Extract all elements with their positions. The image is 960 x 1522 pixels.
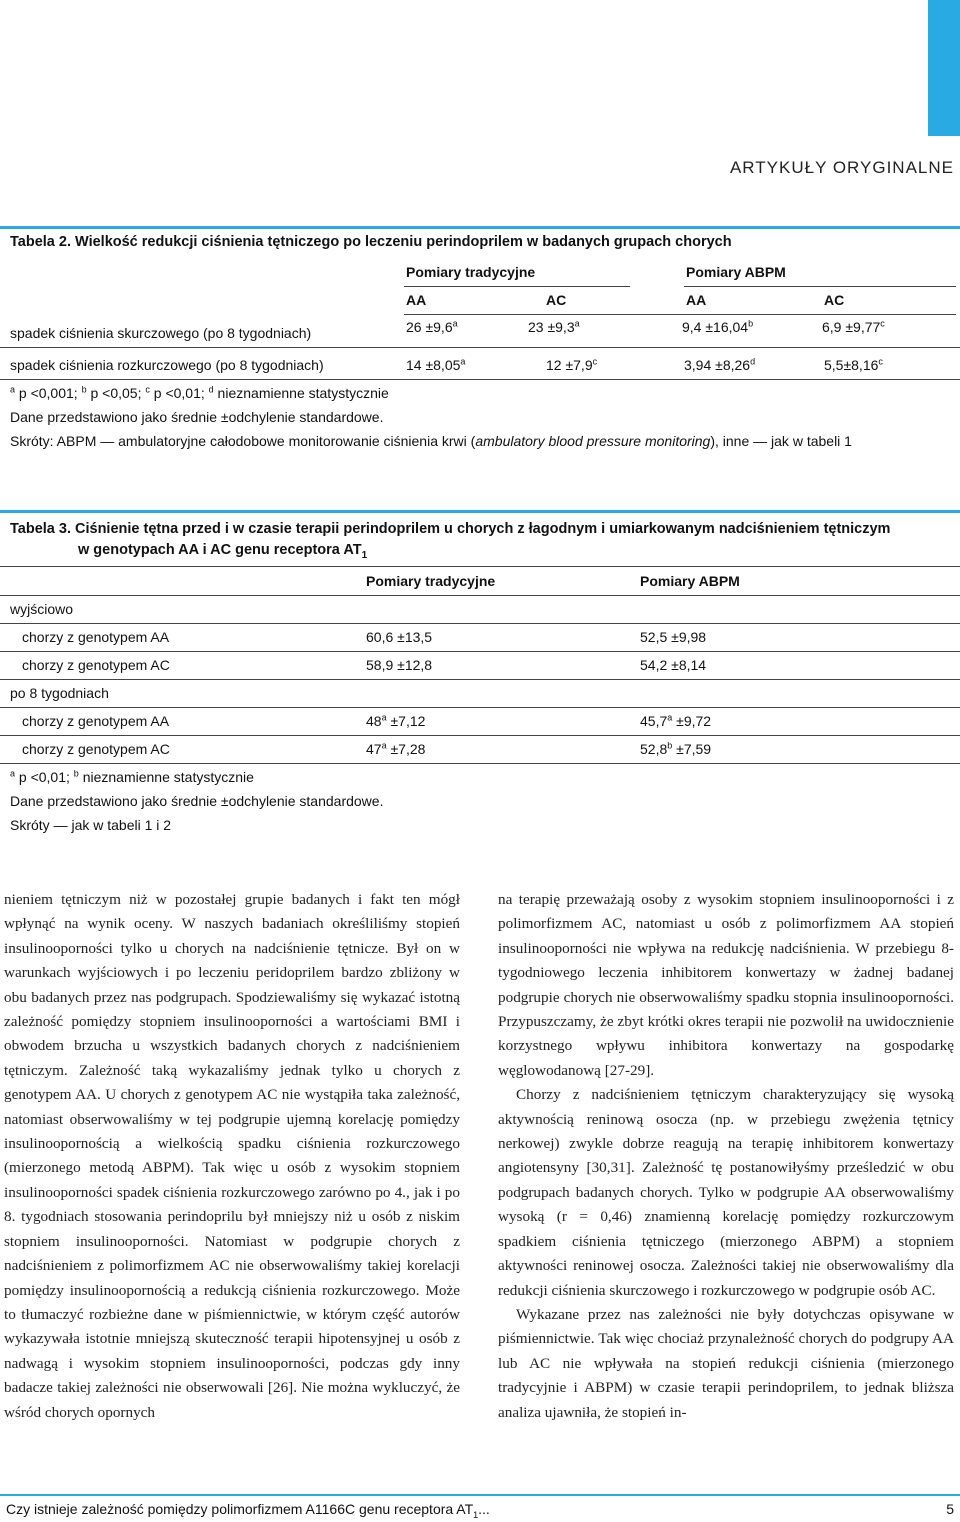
row-rule [0, 651, 960, 652]
paragraph: na terapię przeważają osoby z wysokim stopniem insulinooporności i z polimorfizmem AC, natomiast u osób z polimorfizmem AA stopień insulinooporności nie wpływa na redukcję nadciśnienia. W przebiegu 8-tygodniowego leczenia inhibitorem konwertazy w żadnej badanej podgrupie chorych nie obserwowaliśmy spadku stopnia insulinooporności. Przypuszczamy, że zbyt krótki okres terapii nie pozwolił na uwidocznienie korzystnego wpływu inhibitora konwertazy na gospodarkę węglowodanową [27-29]. [498, 891, 954, 1079]
row-rule [0, 347, 960, 348]
table-cell: 60,6 ±13,5 [366, 629, 433, 645]
col-header-abpm: Pomiary ABPM [640, 573, 740, 589]
table-3-data-note: Dane przedstawiono jako średnie ±odchylenie standardowe. [10, 793, 384, 809]
table-3 [0, 510, 960, 841]
table-2-abbreviations: Skróty: ABPM — ambulatoryjne całodobowe monitorowanie ciśnienia krwi (ambulatory blood pressure monitoring), inne — jak w tabeli 1 [10, 433, 852, 449]
table-cell: 3,94 ±8,26$^d$ [684, 356, 756, 373]
row-label: chorzy z genotypem AA [22, 629, 170, 645]
table-cell: 12 ±7,9$^c$ [546, 356, 598, 373]
table-2-title [10, 234, 732, 250]
table-cell: 54,2 ±8,14 [640, 657, 707, 673]
table-2-significance-note: $^a$ p <0,001; $^b$ p <0,05; $^c$ p <0,01; $^d$ nieznamienne statystycznie [10, 384, 389, 401]
running-footer: Czy istnieje zależność pomiędzy polimorfizmem A1166C genu receptora $AT_1$... [6, 1501, 490, 1520]
table-cell: 23 ±9,3$^a$ [528, 318, 580, 335]
subheader-ac: AC [546, 292, 567, 308]
table-3-significance-note: $^a$ p <0,01; $^b$ nieznamienne statystycznie [10, 768, 254, 785]
table-cell: 9,4 ±16,04$^b$ [682, 318, 754, 335]
subheader-aa: AA [686, 292, 707, 308]
table-cell: 5,5±8,16$^c$ [824, 356, 883, 373]
header-rule [0, 595, 960, 596]
paragraph: nieniem tętniczym niż w pozostałej grupie badanych i fakt ten mógł wpłynąć na wynik oceny. W naszych badaniach określiliśmy stopień insulinooporności tylko u chorych na nadciśnienie tętnicze. Był on w warunkach wyjściowych i po leczeniu peridoprilem bardzo zbliżony w obu badanych przez nas podgrupach. Spodziewaliśmy się wykazać istotną zależność pomiędzy stopniem insulinooporności a wartościami BMI i obwodem brzucha u wszystkich badanych chorych z nadciśnieniem tętniczym. Zależność taką wykazaliśmy jednak tylko u chorych z genotypem AA. U chorych z genotypem AC nie wystąpiła taka zależność, natomiast obserwowaliśmy w tej podgrupie ujemną korelację pomiędzy insulinoopornością a wielkością spadku ciśnienia rozkurczowego (mierzonego metodą ABPM). Tak więc u osób z wysokim stopniem insulinooporności spadek ciśnienia rozkurczowego zarówno po 4., jak i po 8. tygodniach stosowania perindoprilu był mniejszy niż u osób z niskim stopniem insulinooporności. Natomiast w podgrupie chorych z nadciśnieniem z polimorfizmem AC nie obserwowaliśmy takiej korelacji pomiędzy insulinoopornością a redukcją ciśnienia rozkurczowego. Może to tłumaczyć rozbieżne dane w piśmiennictwie, w którym część autorów wykazywała istotnie mniejszą skuteczność terapii hipotensyjnej u osób z nadwagą i wysokim stopniem insulinooporności, podczas gdy inny badacze takiej zależności nie obserwowali [26]. Nie można wykluczyć, że wśród chorych opornych [4, 891, 460, 1421]
row-label: chorzy z genotypem AC [22, 741, 170, 757]
table-3-abbreviations: Skróty — jak w tabeli 1 i 2 [10, 817, 172, 833]
body-column-left [4, 888, 460, 1425]
row-label: po 8 tygodniach [10, 685, 109, 701]
color-tab [928, 0, 960, 136]
row-label: chorzy z genotypem AC [22, 657, 170, 673]
row-rule [0, 379, 960, 380]
header-rule [404, 314, 956, 315]
row-label: spadek ciśnienia skurczowego (po 8 tygodniach) [10, 325, 312, 341]
table-cell: 14 ±8,05$^a$ [406, 356, 466, 373]
group-header-traditional: Pomiary tradycyjne [406, 264, 536, 280]
subheader-aa: AA [406, 292, 427, 308]
table-2 [0, 226, 960, 473]
table-cell: 26 ±9,6$^a$ [406, 318, 458, 335]
row-label: spadek ciśnienia rozkurczowego (po 8 tygodniach) [10, 357, 324, 373]
table-cell: 6,9 ±9,77$^c$ [822, 318, 885, 335]
table-cell: $47^a \pm 7,28$ [366, 740, 426, 757]
table-cell: 45,7$^a$ ±9,72 [640, 712, 712, 729]
footer-rule [0, 1494, 960, 1496]
body-column-right [498, 888, 954, 1425]
table-cell: 58,9 ±12,8 [366, 657, 433, 673]
paragraph: Chorzy z nadciśnieniem tętniczym charakteryzujący się wysoką aktywnością reninową osocza (np. w przebiegu zwężenia tętnicy nerkowej) zwykle dobrze reagują na terapię inhibitorem konwertazy angiotensyny [30,31]. Zależność tę postanowiłyśmy prześledzić w obu podgrupach badanych chorych. Tylko w podgrupie AA obserwowaliśmy wysoką (r = 0,46) znamienną korelację pomiędzy rozkurczowym spadkiem ciśnienia tętniczego (mierzonego ABPM) a stopniem aktywności reninowej osocza. Zależności takiej nie obserwowaliśmy dla redukcji ciśnienia skurczowego i rozkurczowego w podgrupie osób AC. [498, 1086, 954, 1299]
table-cell: 52,8$^b$ ±7,59 [640, 740, 712, 757]
row-rule [0, 763, 960, 764]
row-rule [0, 679, 960, 680]
group-rule [684, 286, 956, 287]
row-rule [0, 735, 960, 736]
table-cell: $48^a \pm 7,12$ [366, 712, 426, 729]
row-label: chorzy z genotypem AA [22, 713, 170, 729]
table-3-title: Tabela 3. Ciśnienie tętna przed i w czasie terapii perindoprilem u chorych z łagodnym i umiarkowanym nadciśnieniem tętniczym [10, 521, 891, 537]
group-rule [404, 286, 630, 287]
row-rule [0, 623, 960, 624]
row-rule [0, 707, 960, 708]
page-number: 5 [946, 1501, 954, 1517]
row-label: wyjściowo [10, 601, 74, 617]
table-2-caption: Wielkość redukcji ciśnienia tętniczego po leczeniu perindoprilem w badanych grupach chorych [75, 234, 732, 250]
col-header-traditional: Pomiary tradycyjne [366, 573, 496, 589]
group-header-abpm: Pomiary ABPM [686, 264, 786, 280]
paragraph: Wykazane przez nas zależności nie były dotychczas opisywane w piśmiennictwie. Tak więc chociaż przynależność chorych do podgrupy AA lub AC nie wpływała na stopień redukcji ciśnienia (mierzonego tradycyjnie i ABPM) w czasie terapii perindoprilem, to jednak bliższa analiza ujawniła, że stopień in- [498, 1305, 954, 1421]
table-cell: 52,5 ±9,98 [640, 629, 707, 645]
table-3-title-cont: w genotypach AA i AC genu receptora $AT_1$ [78, 542, 368, 561]
header-rule [0, 566, 960, 567]
section-label: ARTYKUŁY ORYGINALNE [729, 158, 954, 177]
table-2-number: Tabela 2. [10, 234, 71, 250]
table-2-data-note: Dane przedstawiono jako średnie ±odchylenie standardowe. [10, 409, 384, 425]
subheader-ac: AC [824, 292, 845, 308]
